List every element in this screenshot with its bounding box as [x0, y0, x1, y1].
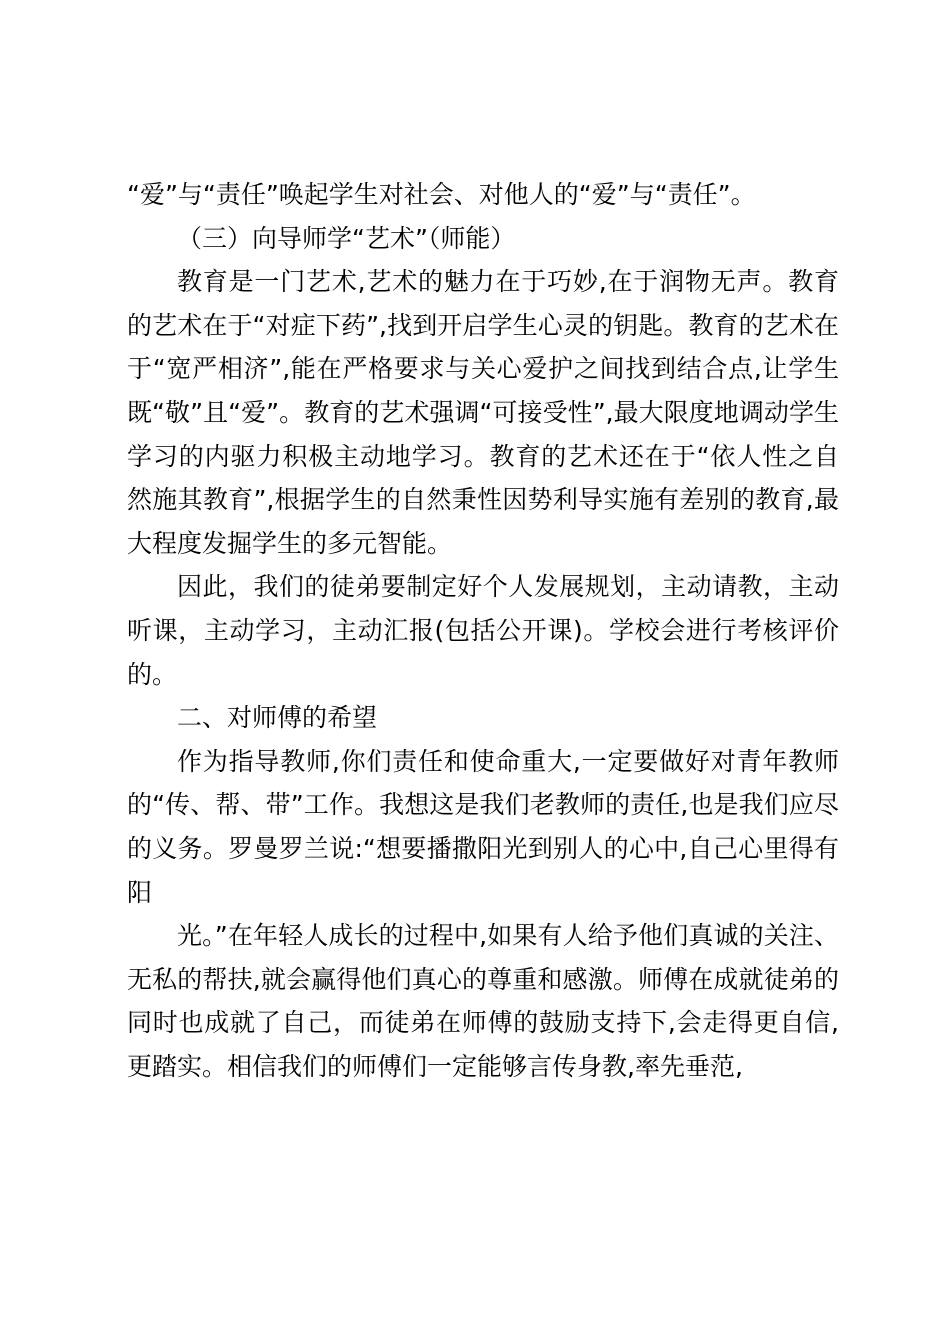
paragraph-apprentice-duties: 因此，我们的徒弟要制定好个人发展规划，主动请教，主动听课，主动学习，主动汇报(包括公开课)。学校会进行考核评价的。	[127, 572, 839, 689]
paragraph-mentor-sunshine: 光。”在年轻人成长的过程中,如果有人给予他们真诚的关注、无私的帮扶,就会赢得他们真心的尊重和感激。师傅在成就徒弟的同时也成就了自己，而徒弟在师傅的鼓励支持下,会走得更自信,更踏实。相信我们的师傅们一定能够言传身教,率先垂范,	[127, 921, 839, 1081]
paragraph-love-responsibility: “爱”与“责任”唤起学生对社会、对他人的“爱”与“责任”。	[127, 180, 756, 209]
paragraph-education-art: 教育是一门艺术,艺术的魅力在于巧妙,在于润物无声。教育的艺术在于“对症下药”,找到开启学生心灵的钥匙。教育的艺术在于“宽严相济”,能在严格要求与关心爱护之间找到结合点,让学生既“敬”且“爱”。教育的艺术强调“可接受性”,最大限度地调动学生学习的内驱力积极主动地学习。教育的艺术还在于“依人性之自然施其教育”,根据学生的自然秉性因势利导实施有差别的教育,最大程度发掘学生的多元智能。	[127, 267, 839, 558]
section-heading-art: （三）向导师学“艺术”（师能）	[177, 223, 516, 253]
section-heading-mentor-hopes: 二、对师傅的希望	[177, 703, 378, 733]
document-body	[127, 173, 839, 1088]
paragraph-mentor-responsibility: 作为指导教师,你们责任和使命重大,一定要做好对青年教师的“传、帮、带”工作。我想这是我们老教师的责任,也是我们应尽的义务。罗曼罗兰说:“想要播撒阳光到别人的心中,自己心里得有阳	[127, 746, 839, 907]
